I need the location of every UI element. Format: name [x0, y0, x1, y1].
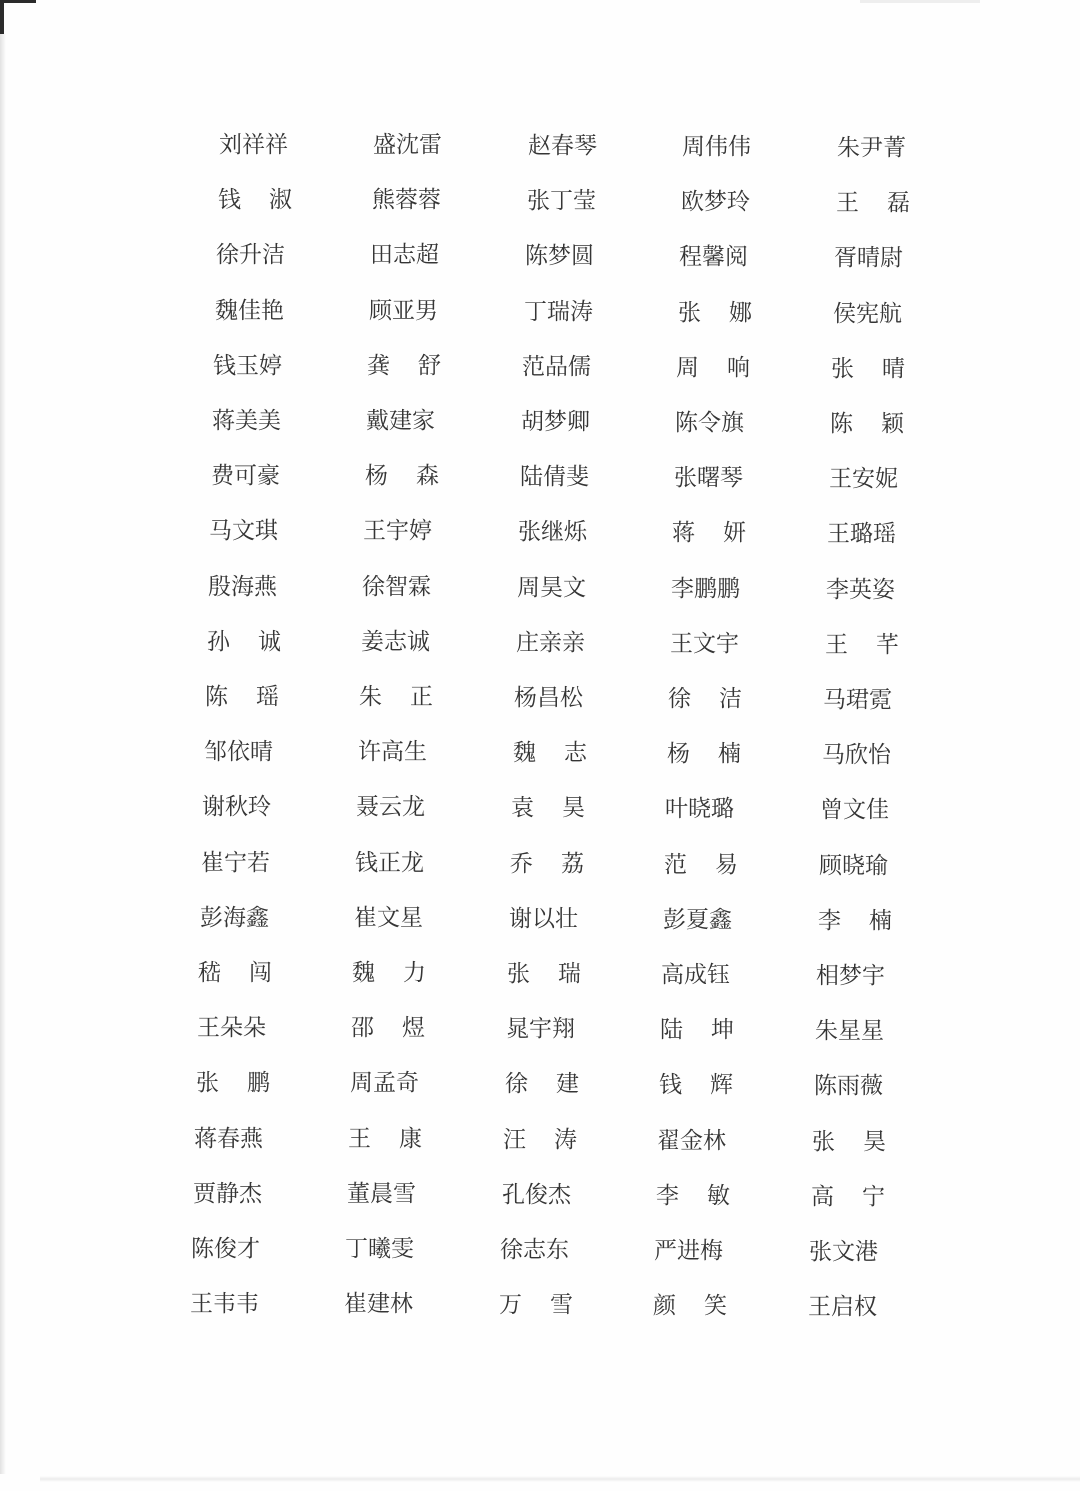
name-cell: 顾亚男	[369, 298, 438, 324]
name-surname: 袁	[511, 795, 534, 821]
name-surname: 杨	[365, 463, 388, 489]
name-given: 敏	[707, 1183, 730, 1209]
name-cell	[510, 849, 584, 879]
name-cell: 相梦宇	[816, 963, 885, 989]
name-surname: 陈	[205, 684, 228, 710]
name-cell: 王璐瑶	[827, 521, 896, 547]
name-cell	[196, 1068, 270, 1098]
name-cell	[367, 351, 441, 381]
name-given: 闯	[249, 960, 272, 986]
name-given: 煜	[402, 1015, 425, 1041]
name-cell: 蒋美美	[212, 408, 281, 434]
name-cell: 陈雨薇	[814, 1073, 883, 1099]
name-cell: 王朵朵	[197, 1015, 266, 1041]
name-cell: 张丁莹	[527, 188, 596, 214]
name-given: 芊	[876, 632, 899, 658]
name-cell: 徐志东	[500, 1237, 569, 1263]
name-given: 荔	[561, 851, 584, 877]
name-cell: 翟金林	[657, 1128, 726, 1154]
name-given: 昊	[562, 795, 585, 821]
name-cell: 董晨雪	[347, 1181, 416, 1207]
name-cell: 聂云龙	[356, 794, 425, 820]
name-surname: 王	[348, 1126, 371, 1152]
name-cell: 孔俊杰	[502, 1182, 571, 1208]
name-cell	[359, 682, 433, 712]
name-given: 森	[416, 463, 439, 489]
name-cell	[660, 1015, 734, 1045]
name-cell	[659, 1070, 733, 1100]
name-surname: 徐	[668, 686, 691, 712]
name-cell	[198, 958, 272, 988]
name-given: 志	[564, 740, 587, 766]
name-given: 涛	[554, 1127, 577, 1153]
name-surname: 汪	[503, 1127, 526, 1153]
name-given: 颖	[881, 411, 904, 437]
name-cell	[818, 906, 892, 936]
name-cell: 庄亲亲	[516, 630, 585, 656]
name-cell: 王韦韦	[190, 1291, 259, 1317]
name-given: 力	[403, 960, 426, 986]
name-cell: 陈令旗	[675, 410, 744, 436]
name-cell: 蒋春燕	[194, 1126, 263, 1152]
name-cell: 欧梦玲	[681, 189, 750, 215]
name-cell: 殷海燕	[208, 574, 277, 600]
name-cell: 许高生	[358, 739, 427, 765]
name-given: 易	[715, 852, 738, 878]
name-given: 楠	[718, 741, 741, 767]
name-given: 瑶	[256, 684, 279, 710]
name-surname: 颜	[653, 1293, 676, 1319]
name-cell: 叶晓璐	[665, 796, 734, 822]
name-cell: 李英姿	[826, 577, 895, 603]
name-cell	[672, 518, 746, 548]
name-surname: 万	[499, 1292, 522, 1318]
name-cell	[836, 188, 910, 218]
name-cell	[656, 1181, 730, 1211]
name-cell: 范品儒	[522, 354, 591, 380]
name-cell: 邹依晴	[204, 739, 273, 765]
name-cell: 陈俊才	[191, 1236, 260, 1262]
name-cell	[668, 684, 742, 714]
name-given: 洁	[719, 686, 742, 712]
name-cell	[664, 850, 738, 880]
name-cell: 王安妮	[829, 466, 898, 492]
name-surname: 张	[507, 961, 530, 987]
name-cell	[205, 682, 279, 712]
name-surname: 张	[196, 1070, 219, 1096]
name-cell: 钱玉婷	[213, 353, 282, 379]
name-given: 响	[727, 355, 750, 381]
name-given: 妍	[723, 520, 746, 546]
name-cell: 盛沈雷	[373, 132, 442, 158]
name-cell: 徐智霖	[362, 574, 431, 600]
name-cell	[351, 1013, 425, 1043]
name-surname: 徐	[505, 1071, 528, 1097]
name-cell	[811, 1182, 885, 1212]
name-given: 康	[399, 1126, 422, 1152]
name-surname: 蒋	[672, 520, 695, 546]
name-cell: 丁瑞涛	[524, 299, 593, 325]
name-cell: 杨昌松	[514, 685, 583, 711]
name-cell: 王文宇	[670, 631, 739, 657]
name-surname: 张	[831, 356, 854, 382]
name-given: 瑞	[558, 961, 581, 987]
name-cell: 王启权	[808, 1294, 877, 1320]
name-given: 磊	[887, 190, 910, 216]
name-cell: 张曙琴	[674, 465, 743, 491]
name-given: 笑	[704, 1293, 727, 1319]
name-given: 建	[556, 1071, 579, 1097]
name-given: 楠	[869, 908, 892, 934]
name-cell: 熊蓉蓉	[372, 187, 441, 213]
name-given: 宁	[862, 1184, 885, 1210]
name-cell: 马文琪	[209, 518, 278, 544]
name-cell: 马欣怡	[822, 742, 891, 768]
name-cell	[812, 1127, 886, 1157]
name-cell: 周伟伟	[682, 134, 751, 160]
name-cell: 陆倩斐	[520, 464, 589, 490]
name-surname: 王	[825, 632, 848, 658]
name-cell	[218, 185, 292, 215]
name-cell: 田志超	[370, 242, 439, 268]
name-cell: 张文港	[809, 1239, 878, 1265]
name-cell: 晁宇翔	[506, 1016, 575, 1042]
name-cell: 崔建林	[344, 1291, 413, 1317]
name-cell: 魏佳艳	[215, 298, 284, 324]
name-cell: 彭夏鑫	[663, 907, 732, 933]
name-surname: 李	[818, 908, 841, 934]
name-cell	[653, 1291, 727, 1321]
name-cell: 姜志诚	[361, 629, 430, 655]
name-given: 晴	[882, 356, 905, 382]
name-cell: 谢以壮	[509, 906, 578, 932]
name-cell	[365, 461, 439, 491]
name-cell: 马珺霓	[823, 687, 892, 713]
name-surname: 孙	[207, 629, 230, 655]
name-surname: 范	[664, 852, 687, 878]
name-surname: 钱	[659, 1072, 682, 1098]
name-cell	[667, 739, 741, 769]
name-given: 辉	[710, 1072, 733, 1098]
name-surname: 钱	[218, 187, 241, 213]
name-cell: 朱尹菁	[837, 135, 906, 161]
name-given: 诚	[258, 629, 281, 655]
name-given: 昊	[863, 1129, 886, 1155]
name-surname: 嵇	[198, 960, 221, 986]
name-cell	[207, 627, 281, 657]
name-surname: 朱	[359, 684, 382, 710]
name-given: 娜	[729, 300, 752, 326]
name-cell: 彭海鑫	[200, 905, 269, 931]
name-cell: 周昊文	[517, 575, 586, 601]
name-cell: 丁曦雯	[345, 1236, 414, 1262]
name-cell: 胡梦卿	[521, 409, 590, 435]
name-surname: 邵	[351, 1015, 374, 1041]
name-cell	[678, 298, 752, 328]
name-cell	[503, 1125, 577, 1155]
name-cell	[830, 409, 904, 439]
name-cell: 崔文星	[354, 905, 423, 931]
name-cell: 顾晓瑜	[819, 853, 888, 879]
name-cell: 费可豪	[211, 463, 280, 489]
name-cell: 戴建家	[366, 408, 435, 434]
name-cell: 赵春琴	[528, 133, 597, 159]
name-cell: 刘祥祥	[219, 132, 288, 158]
name-surname: 王	[836, 190, 859, 216]
name-cell: 崔宁若	[201, 850, 270, 876]
name-cell	[499, 1290, 573, 1320]
name-cell: 张继烁	[518, 519, 587, 545]
name-cell: 朱星星	[815, 1018, 884, 1044]
name-cell	[676, 353, 750, 383]
name-cell	[831, 354, 905, 384]
name-surname: 魏	[352, 960, 375, 986]
name-cell	[352, 958, 426, 988]
name-cell: 侯宪航	[833, 301, 902, 327]
name-surname: 高	[811, 1184, 834, 1210]
name-given: 雪	[550, 1292, 573, 1318]
name-surname: 魏	[513, 740, 536, 766]
name-surname: 乔	[510, 851, 533, 877]
name-cell: 周孟奇	[350, 1070, 419, 1096]
name-cell: 徐升洁	[216, 242, 285, 268]
name-cell: 贾静杰	[193, 1181, 262, 1207]
name-cell: 严进梅	[654, 1238, 723, 1264]
name-surname: 陈	[830, 411, 853, 437]
name-given: 鹏	[247, 1070, 270, 1096]
name-surname: 张	[678, 300, 701, 326]
name-cell	[825, 630, 899, 660]
name-cell	[507, 959, 581, 989]
name-cell: 钱正龙	[355, 850, 424, 876]
name-surname: 杨	[667, 741, 690, 767]
name-cell: 程馨阅	[679, 244, 748, 270]
name-given: 坤	[711, 1017, 734, 1043]
name-surname: 龚	[367, 353, 390, 379]
name-cell	[513, 738, 587, 768]
name-cell	[505, 1069, 579, 1099]
name-cell: 谢秋玲	[202, 794, 271, 820]
name-cell: 王宇婷	[363, 518, 432, 544]
name-given: 淑	[269, 187, 292, 213]
name-given: 正	[410, 684, 433, 710]
name-cell: 陈梦圆	[525, 243, 594, 269]
name-cell: 高成钰	[661, 962, 730, 988]
name-surname: 李	[656, 1183, 679, 1209]
name-surname: 张	[812, 1129, 835, 1155]
name-cell: 李鹏鹏	[671, 576, 740, 602]
name-given: 舒	[418, 353, 441, 379]
name-cell	[348, 1124, 422, 1154]
name-cell: 胥晴尉	[834, 245, 903, 271]
name-surname: 陆	[660, 1017, 683, 1043]
name-cell	[511, 793, 585, 823]
name-cell: 曾文佳	[820, 797, 889, 823]
name-surname: 周	[676, 355, 699, 381]
